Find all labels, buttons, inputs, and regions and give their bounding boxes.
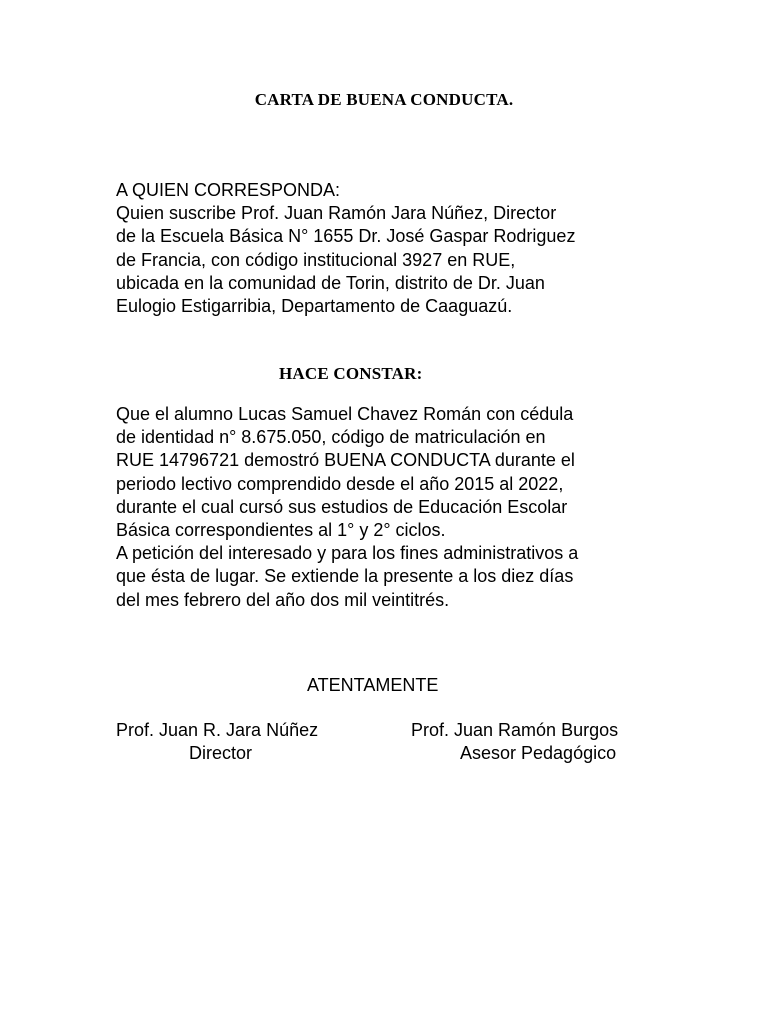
body-line: que ésta de lugar. Se extiende la presente a los diez días bbox=[116, 566, 574, 587]
greeting-line: de la Escuela Básica N° 1655 Dr. José Gaspar Rodriguez bbox=[116, 226, 576, 247]
signature-director-name: Prof. Juan R. Jara Núñez bbox=[116, 720, 319, 740]
body-line: durante el cual cursó sus estudios de Educación Escolar bbox=[116, 496, 568, 517]
body-line: del mes febrero del año dos mil veintitrés. bbox=[116, 589, 450, 610]
body-line: A petición del interesado y para los fines administrativos a bbox=[116, 543, 579, 564]
body-line: de identidad n° 8.675.050, código de matriculación en bbox=[116, 427, 546, 448]
closing-text: ATENTAMENTE bbox=[307, 675, 439, 695]
body-line: RUE 14796721 demostró BUENA CONDUCTA durante el bbox=[116, 450, 575, 471]
greeting-line: Quien suscribe Prof. Juan Ramón Jara Núñez, Director bbox=[116, 203, 557, 224]
signature-advisor-name: Prof. Juan Ramón Burgos bbox=[411, 720, 619, 740]
greeting-line: Eulogio Estigarribia, Departamento de Caaguazú. bbox=[116, 295, 513, 316]
greeting-line: ubicada en la comunidad de Torin, distrito de Dr. Juan bbox=[116, 272, 545, 293]
body-line: Que el alumno Lucas Samuel Chavez Román con cédula bbox=[116, 404, 574, 424]
signature-advisor-role: Asesor Pedagógico bbox=[460, 743, 617, 763]
signature-director-role: Director bbox=[189, 743, 253, 763]
document-title: CARTA DE BUENA CONDUCTA. bbox=[254, 90, 514, 109]
hace-constar-heading: HACE CONSTAR: bbox=[279, 364, 423, 383]
body-line: Básica correspondientes al 1° y 2° ciclos. bbox=[116, 519, 446, 540]
greeting-line: A QUIEN CORRESPONDA: bbox=[116, 180, 341, 200]
body-line: periodo lectivo comprendido desde el año 2015 al 2022, bbox=[116, 473, 564, 494]
greeting-line: de Francia, con código institucional 3927 en RUE, bbox=[116, 249, 516, 270]
greeting-paragraph bbox=[116, 179, 575, 318]
body-paragraph bbox=[116, 403, 578, 612]
